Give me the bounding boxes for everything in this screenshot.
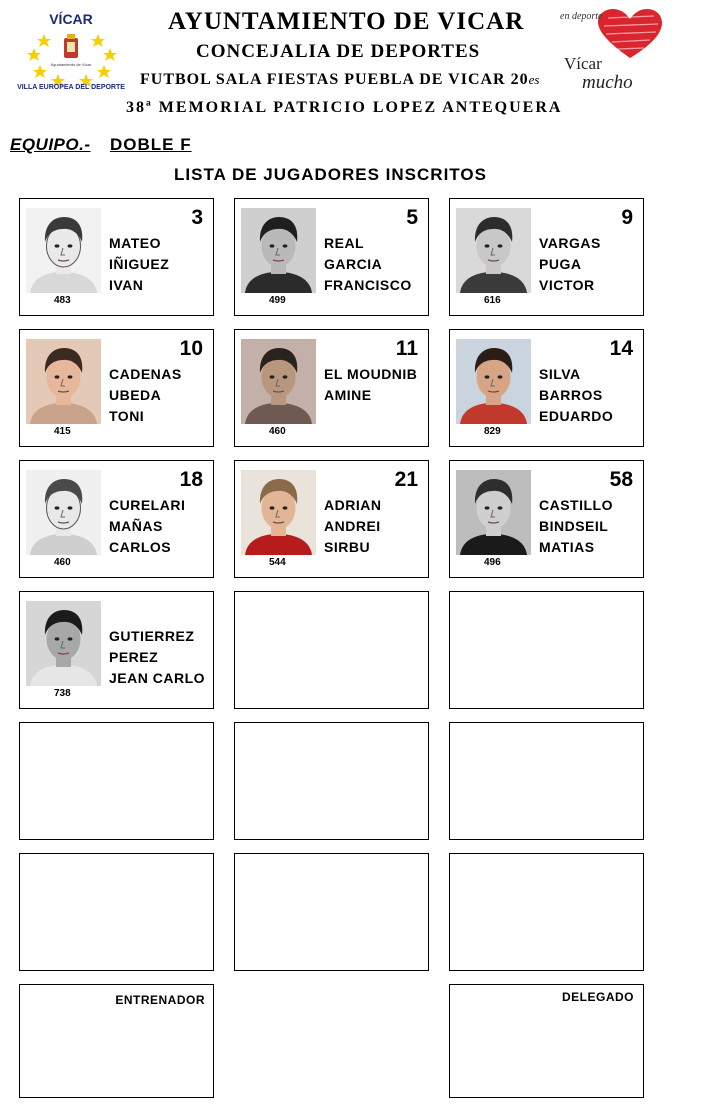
event-suffix: es — [528, 72, 540, 87]
event-title — [140, 71, 539, 89]
license-number: 415 — [54, 426, 71, 437]
player-name-line: TONI — [109, 408, 145, 424]
player-card — [449, 329, 644, 447]
player-photo — [26, 470, 101, 555]
player-photo — [26, 208, 101, 293]
player-name — [324, 495, 381, 558]
jersey-number: 10 — [179, 337, 203, 360]
license-number: 616 — [484, 295, 501, 306]
player-name-line: BINDSEIL — [539, 518, 609, 534]
player-name-line: REAL — [324, 235, 365, 251]
player-card — [19, 329, 214, 447]
player-photo — [456, 339, 531, 424]
player-photo — [241, 470, 316, 555]
empty-player-card — [234, 591, 429, 709]
heart-icon — [598, 9, 662, 58]
delegate-label: DELEGADO — [561, 990, 634, 1004]
empty-player-card — [234, 722, 429, 840]
player-name-line: VICTOR — [539, 277, 595, 293]
player-card — [449, 198, 644, 316]
empty-player-card — [449, 722, 644, 840]
player-photo — [26, 339, 101, 424]
coach-box — [19, 984, 214, 1098]
jersey-number: 21 — [394, 468, 418, 491]
player-photo — [456, 208, 531, 293]
coach-label: ENTRENADOR — [115, 993, 205, 1007]
player-name-line: PEREZ — [109, 649, 159, 665]
jersey-number: 5 — [406, 206, 418, 229]
license-number: 738 — [54, 688, 71, 699]
player-name-line: CURELARI — [109, 497, 186, 513]
player-card — [234, 198, 429, 316]
license-number: 483 — [54, 295, 71, 306]
player-card — [19, 591, 214, 709]
player-name-line: CADENAS — [109, 366, 182, 382]
empty-player-card — [449, 591, 644, 709]
license-number: 460 — [54, 557, 71, 568]
player-name-line: IVAN — [109, 277, 144, 293]
empty-player-card — [19, 722, 214, 840]
player-name-line: IÑIGUEZ — [109, 256, 170, 272]
player-name — [539, 364, 613, 427]
player-name — [539, 495, 613, 558]
license-number: 544 — [269, 557, 286, 568]
vicar-es-mucho-logo — [558, 6, 668, 92]
player-card — [234, 460, 429, 578]
player-name — [109, 495, 185, 558]
player-name-line: BARROS — [539, 387, 603, 403]
player-photo — [241, 339, 316, 424]
logo-suffix: mucho — [582, 72, 633, 92]
player-name-line: ADRIAN — [324, 497, 382, 513]
jersey-number: 11 — [395, 337, 418, 360]
player-card — [19, 198, 214, 316]
player-name-line: EDUARDO — [539, 408, 614, 424]
jersey-number: 3 — [191, 206, 203, 229]
player-name-line: CASTILLO — [539, 497, 613, 513]
player-name-line: VARGAS — [539, 235, 601, 251]
list-title: LISTA DE JUGADORES INSCRITOS — [174, 165, 487, 184]
logo-tagline: VILLA EUROPEA DEL DEPORTE — [17, 84, 125, 91]
jersey-number: 9 — [621, 206, 633, 229]
department-title: CONCEJALIA DE DEPORTES — [196, 41, 481, 62]
player-name-line: MATIAS — [539, 539, 595, 555]
player-name-line: FRANCISCO — [324, 277, 412, 293]
player-photo — [241, 208, 316, 293]
player-name — [109, 233, 169, 296]
player-name-line: SILVA — [539, 366, 581, 382]
player-name-line: PUGA — [539, 256, 582, 272]
player-photo — [456, 470, 531, 555]
player-card — [234, 329, 429, 447]
player-name — [109, 626, 205, 689]
memorial-title: 38ª MEMORIAL PATRICIO LOPEZ ANTEQUERA — [126, 99, 563, 116]
player-name — [324, 364, 417, 406]
player-card — [19, 460, 214, 578]
player-name-line: GUTIERREZ — [109, 628, 195, 644]
empty-player-card — [449, 853, 644, 971]
license-number: 460 — [269, 426, 286, 437]
logo-crest-text: Ayuntamiento de Vícar — [50, 62, 92, 67]
logo-name: VÍCAR — [49, 11, 93, 27]
player-name-line: UBEDA — [109, 387, 162, 403]
logo-top-text: en deporte — [560, 11, 603, 22]
vicar-logo — [14, 10, 128, 92]
player-photo — [26, 601, 101, 686]
player-name — [109, 364, 182, 427]
jersey-number: 58 — [609, 468, 633, 491]
player-name-line: MAÑAS — [109, 518, 163, 534]
player-name-line: SIRBU — [324, 539, 371, 555]
delegate-box — [449, 984, 644, 1098]
empty-player-card — [234, 853, 429, 971]
jersey-number: 14 — [609, 337, 633, 360]
event-name: FUTBOL SALA FIESTAS PUEBLA DE VICAR 20 — [140, 71, 529, 88]
player-name-line: AMINE — [324, 387, 372, 403]
team-label: EQUIPO.- — [10, 135, 91, 154]
license-number: 499 — [269, 295, 286, 306]
license-number: 829 — [484, 426, 501, 437]
player-name-line: GARCIA — [324, 256, 383, 272]
logo-brand: Vícar — [564, 54, 602, 73]
license-number: 496 — [484, 557, 501, 568]
page-title: AYUNTAMIENTO DE VICAR — [168, 8, 525, 35]
team-name: DOBLE F — [110, 135, 192, 154]
player-name-line: ANDREI — [324, 518, 381, 534]
player-card — [449, 460, 644, 578]
player-name — [324, 233, 412, 296]
empty-player-card — [19, 853, 214, 971]
jersey-number: 18 — [179, 468, 203, 491]
player-name-line: MATEO — [109, 235, 162, 251]
player-name — [539, 233, 601, 296]
crest-icon — [64, 34, 78, 58]
player-name-line: JEAN CARLO — [109, 670, 206, 686]
player-name-line: CARLOS — [109, 539, 172, 555]
player-name-line: EL MOUDNIB — [324, 366, 418, 382]
